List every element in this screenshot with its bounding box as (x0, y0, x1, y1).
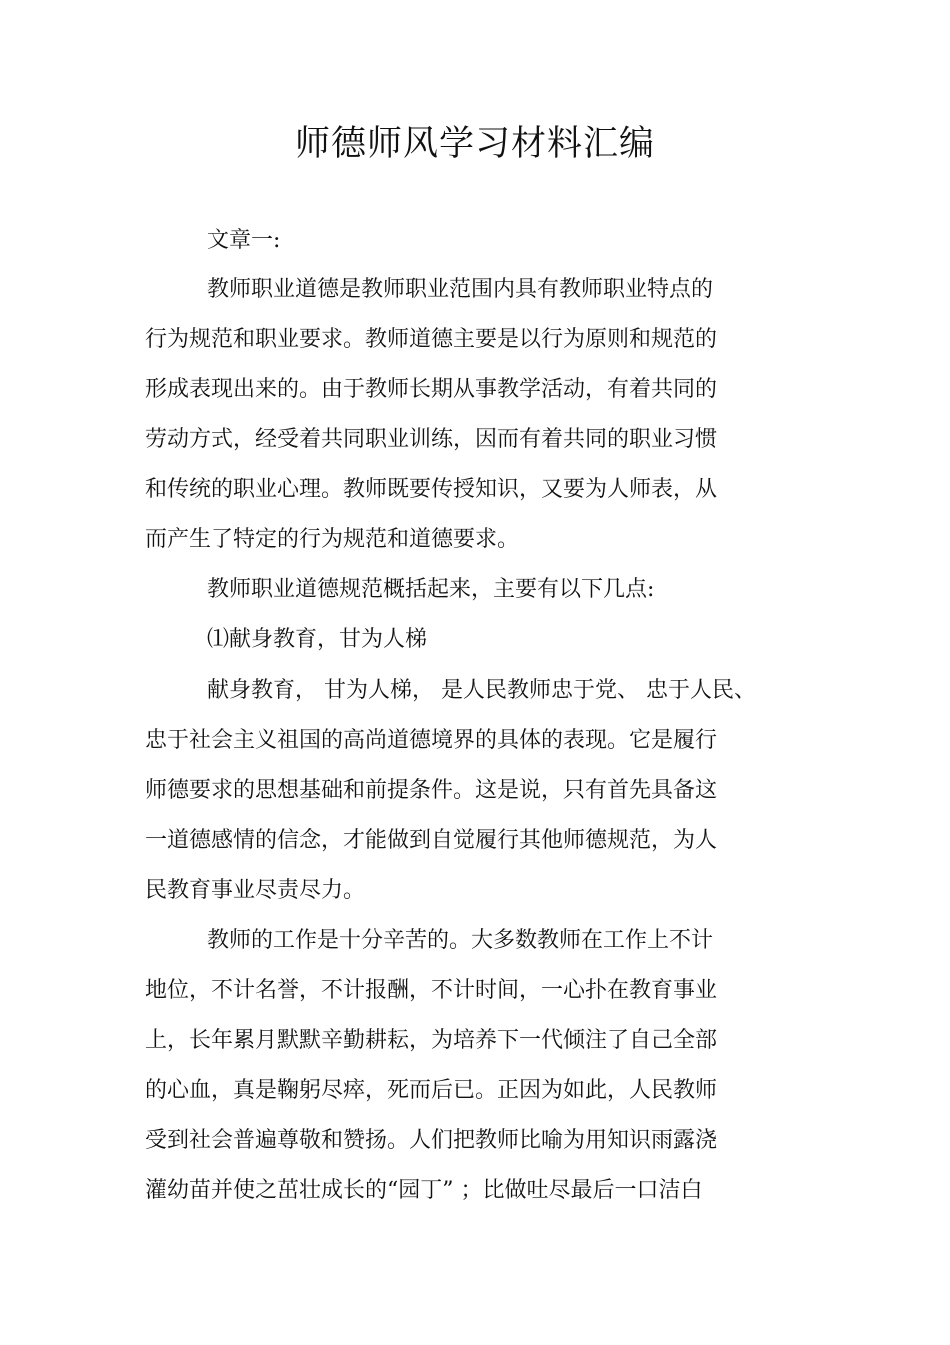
paragraph-line: 灌幼苗并使之茁壮成长的“园丁” ；比做吐尽最后一口洁白 (145, 1178, 703, 1203)
paragraph-line: 行为规范和职业要求。教师道德主要是以行为原则和规范的 (145, 327, 718, 352)
paragraph-line: 忠于社会主义祖国的高尚道德境界的具体的表现。它是履行 (145, 728, 718, 753)
paragraph-line: 民教育事业尽责尽力。 (145, 878, 366, 903)
paragraph-line: 的心血，真是鞠躬尽瘁，死而后已。正因为如此，人民教师 (145, 1078, 718, 1103)
paragraph-line: 教师的工作是十分辛苦的。大多数教师在工作上不计 (207, 928, 714, 953)
section-heading: 文章一: (207, 228, 281, 253)
paragraph-line: 劳动方式，经受着共同职业训练，因而有着共同的职业习惯 (145, 427, 718, 452)
paragraph-line: 地位，不计名誉，不计报酬，不计时间，一心扑在教育事业 (145, 978, 718, 1003)
paragraph-line: 和传统的职业心理。教师既要传授知识，又要为人师表，从 (145, 477, 718, 502)
list-heading: ⑴献身教育，甘为人梯 (207, 627, 428, 652)
paragraph-line: 而产生了特定的行为规范和道德要求。 (145, 527, 520, 552)
paragraph-line: 形成表现出来的。由于教师长期从事教学活动，有着共同的 (145, 377, 718, 402)
paragraph-line: 教师职业道德规范概括起来，主要有以下几点: (207, 577, 655, 602)
paragraph-line: 一道德感情的信念，才能做到自觉履行其他师德规范，为人 (145, 828, 718, 853)
paragraph-line: 献身教育， 甘为人梯， 是人民教师忠于党、 忠于人民、 (207, 678, 756, 703)
paragraph-line: 师德要求的思想基础和前提条件。这是说，只有首先具备这 (145, 778, 718, 803)
document-title: 师德师风学习材料汇编 (294, 124, 655, 164)
paragraph-line: 上，长年累月默默辛勤耕耘，为培养下一代倾注了自己全部 (145, 1028, 718, 1053)
paragraph-line: 受到社会普遍尊敬和赞扬。人们把教师比喻为用知识雨露浇 (145, 1128, 718, 1153)
paragraph-line: 教师职业道德是教师职业范围内具有教师职业特点的 (207, 277, 714, 302)
